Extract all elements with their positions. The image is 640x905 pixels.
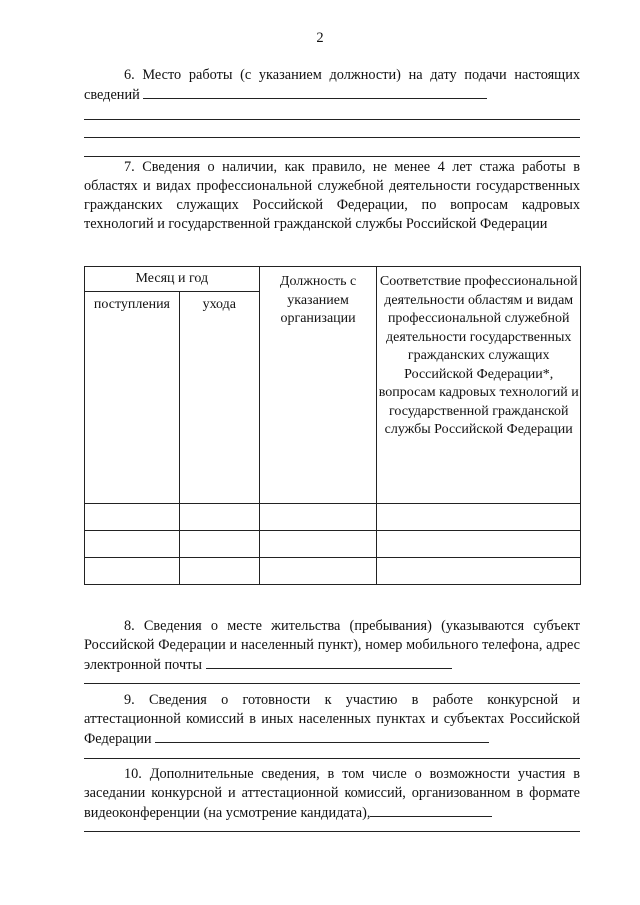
table-row	[85, 531, 581, 558]
section-10	[84, 765, 580, 823]
section-8	[84, 617, 580, 675]
table-cell[interactable]	[259, 531, 377, 558]
header-position: Должность с указанием организации	[259, 267, 377, 504]
section-9	[84, 691, 580, 749]
section-6-line-2[interactable]	[84, 119, 580, 120]
header-correspondence: Соответствие профессиональной деятельности областям и видам профессиональной служебной деятельности государственных гражданских служащих Российской Федерации*, вопросам кадровых технологий и государственной гражданской службы Российской Федерации	[377, 267, 581, 504]
section-8-text: 8. Сведения о месте жительства (пребывания) (указываются субъект Российской Федерации и населенный пункт), номер мобильного телефона, адрес электронной почты	[84, 618, 580, 673]
section-6-line-3[interactable]	[84, 137, 580, 138]
section-9-line-2[interactable]	[84, 758, 580, 759]
table-cell[interactable]	[85, 531, 180, 558]
section-8-line-2[interactable]	[84, 683, 580, 684]
table-cell[interactable]	[179, 558, 259, 585]
section-9-fill-line[interactable]	[155, 729, 489, 743]
table-cell[interactable]	[179, 504, 259, 531]
table-cell[interactable]	[377, 531, 581, 558]
table-row	[85, 558, 581, 585]
table-cell[interactable]	[85, 558, 180, 585]
table-cell[interactable]	[179, 531, 259, 558]
section-10-fill-line[interactable]	[370, 803, 492, 817]
page-number: 2	[316, 30, 324, 46]
section-6-text: 6. Место работы (с указанием должности) на дату подачи настоящих сведений	[84, 67, 580, 103]
table-cell[interactable]	[377, 558, 581, 585]
section-10-text: 10. Дополнительные сведения, в том числе о возможности участия в заседании конкурсной и аттестационной комиссий, организованном в формате видеоконференции (на усмотрение кандидата),	[84, 766, 580, 821]
table-row	[85, 504, 581, 531]
section-divider	[84, 156, 580, 157]
header-end: ухода	[179, 292, 259, 504]
table-cell[interactable]	[259, 558, 377, 585]
table-cell[interactable]	[259, 504, 377, 531]
table-cell[interactable]	[377, 504, 581, 531]
table-cell[interactable]	[85, 504, 180, 531]
section-6	[84, 66, 580, 105]
header-month-year: Месяц и год	[85, 267, 260, 292]
section-10-line-2[interactable]	[84, 831, 580, 832]
section-7	[84, 158, 580, 234]
section-7-text: 7. Сведения о наличии, как правило, не менее 4 лет стажа работы в областях и видах профессиональной служебной деятельности государственных гражданских служащих Российской Федерации, по вопросам кадровых технологий и государственной гражданской службы Российской Федерации	[84, 159, 580, 232]
section-8-fill-line[interactable]	[206, 655, 452, 669]
section-9-text: 9. Сведения о готовности к участию в работе конкурсной и аттестационной комиссий в иных населенных пунктах и субъектах Российской Федерации	[84, 692, 580, 747]
header-start: поступления	[85, 292, 180, 504]
section-6-fill-line[interactable]	[143, 85, 487, 99]
experience-table	[84, 266, 581, 585]
